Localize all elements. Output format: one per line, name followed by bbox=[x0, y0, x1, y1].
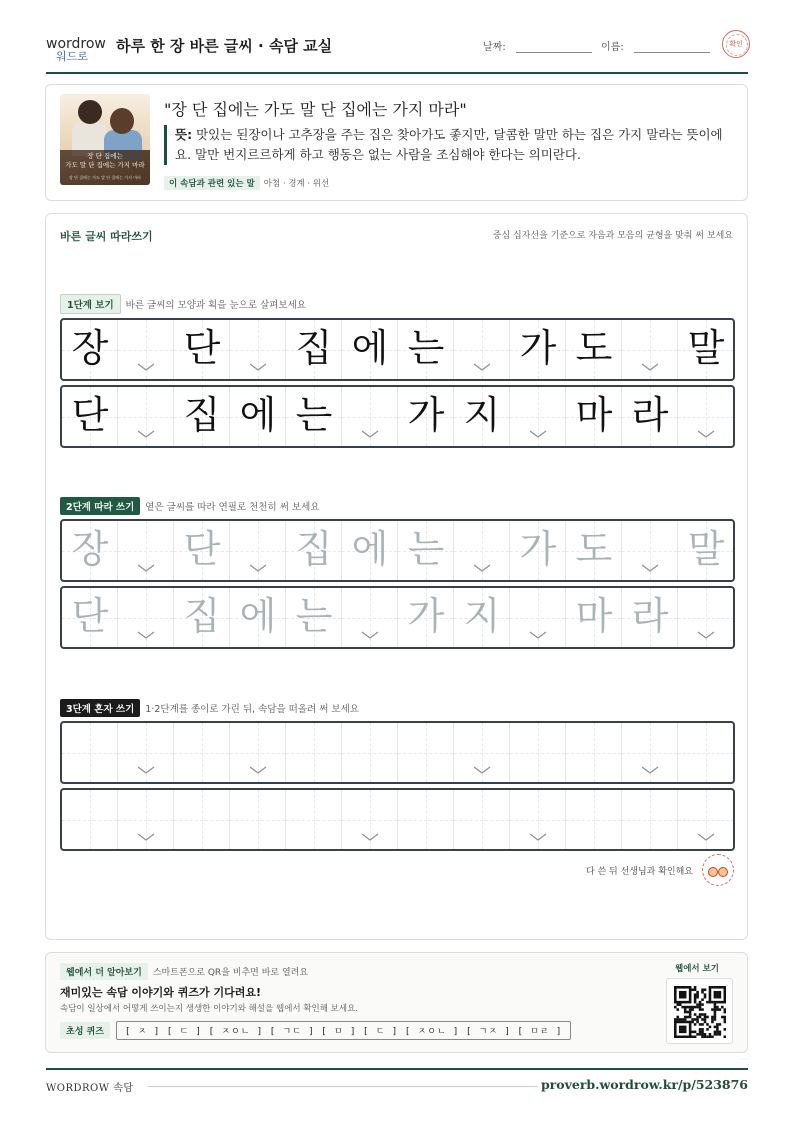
space-mark-icon bbox=[528, 429, 548, 439]
grid-cell[interactable] bbox=[118, 521, 174, 580]
step1-text: 바른 글씨의 모양과 획을 눈으로 살펴보세요 bbox=[125, 300, 306, 311]
grid-char: 에 bbox=[239, 594, 277, 638]
grid-cell[interactable] bbox=[174, 790, 230, 849]
step3-text: 1·2단계를 종이로 가린 뒤, 속담을 떠올려 써 보세요 bbox=[145, 704, 359, 715]
step1-heading bbox=[60, 294, 306, 314]
space-mark-icon bbox=[360, 832, 380, 842]
grid-cell[interactable] bbox=[230, 521, 286, 580]
grid-cell[interactable] bbox=[622, 723, 678, 782]
grid-cell bbox=[398, 387, 454, 446]
step3-row-2[interactable] bbox=[60, 788, 735, 851]
qr-code-icon[interactable] bbox=[666, 978, 733, 1044]
name-label: 이름: bbox=[601, 42, 624, 53]
grid-cell bbox=[118, 387, 174, 446]
name-line[interactable] bbox=[634, 43, 710, 53]
grid-cell[interactable] bbox=[230, 588, 286, 647]
grid-char: 가 bbox=[519, 326, 557, 370]
grid-char: 라 bbox=[631, 594, 669, 638]
grid-cell bbox=[622, 387, 678, 446]
thumb-caption-2: 가도 말 단 집에는 가지 마라 bbox=[65, 161, 145, 169]
step3-row-1[interactable] bbox=[60, 721, 735, 784]
grid-char: 집 bbox=[183, 594, 221, 638]
footer-divider bbox=[148, 1086, 538, 1087]
grid-cell[interactable] bbox=[174, 588, 230, 647]
grid-cell[interactable] bbox=[286, 723, 342, 782]
web-more-tag: 웹에서 더 알아보기 bbox=[60, 963, 148, 980]
step3-badge: 3단계 혼자 쓰기 bbox=[60, 699, 140, 717]
grid-cell[interactable] bbox=[622, 588, 678, 647]
grid-cell[interactable] bbox=[230, 723, 286, 782]
web-more-tag-text: 스마트폰으로 QR을 비추면 바로 열려요 bbox=[152, 968, 309, 978]
grid-char: 집 bbox=[295, 326, 333, 370]
meaning-text: 맛있는 된장이나 고추장을 주는 집은 찾아가도 좋지만, 달콤한 말만 하는 집은 가지 말라는 뜻이에요. 말만 번지르르하게 하고 행동은 없는 사람을 조심해야 한다는 의미란다. bbox=[175, 127, 723, 162]
logo-wordmark: wordrow bbox=[46, 36, 106, 52]
grid-char: 에 bbox=[351, 326, 389, 370]
space-mark-icon bbox=[360, 429, 380, 439]
grid-cell bbox=[454, 387, 510, 446]
grid-cell[interactable] bbox=[622, 521, 678, 580]
practice-hint: 중심 십자선을 기준으로 자음과 모음의 균형을 맞춰 써 보세요 bbox=[492, 231, 733, 241]
grid-cell[interactable] bbox=[566, 588, 622, 647]
web-more-headline: 재미있는 속담 이야기와 퀴즈가 기다려요! bbox=[60, 986, 261, 999]
wordrow-logo[interactable] bbox=[46, 36, 108, 70]
grid-cell[interactable] bbox=[286, 521, 342, 580]
grid-cell bbox=[566, 387, 622, 446]
grid-cell bbox=[230, 387, 286, 446]
grid-char: 는 bbox=[295, 594, 333, 638]
teacher-stamp-icon bbox=[702, 854, 734, 886]
grid-cell[interactable] bbox=[286, 790, 342, 849]
web-more-desc: 속담이 일상에서 어떻게 쓰이는지 생생한 이야기와 해설을 웹에서 확인해 보세요. bbox=[60, 1004, 358, 1014]
footer bbox=[46, 1068, 748, 1098]
grid-cell[interactable] bbox=[62, 790, 118, 849]
grid-cell bbox=[118, 320, 174, 379]
step2-row-1[interactable] bbox=[60, 519, 735, 582]
footer-brand: WORDROW 속담 bbox=[46, 1083, 134, 1094]
thumb-caption-1: 장 단 집에는 bbox=[87, 152, 123, 160]
grid-cell[interactable] bbox=[678, 723, 734, 782]
space-mark-icon bbox=[136, 429, 156, 439]
grid-cell bbox=[566, 320, 622, 379]
grid-cell[interactable] bbox=[454, 588, 510, 647]
grid-cell[interactable] bbox=[398, 790, 454, 849]
header bbox=[46, 28, 748, 74]
step2-row-2[interactable] bbox=[60, 586, 735, 649]
grid-char: 지 bbox=[463, 594, 501, 638]
grid-cell bbox=[342, 387, 398, 446]
grid-cell[interactable] bbox=[510, 588, 566, 647]
space-mark-icon bbox=[472, 765, 492, 775]
space-mark-icon bbox=[136, 630, 156, 640]
space-mark-icon bbox=[248, 563, 268, 573]
grid-cell[interactable] bbox=[118, 790, 174, 849]
grid-cell bbox=[622, 320, 678, 379]
grid-cell[interactable] bbox=[118, 723, 174, 782]
grid-char: 도 bbox=[575, 326, 613, 370]
grid-cell[interactable] bbox=[342, 723, 398, 782]
grid-cell[interactable] bbox=[454, 521, 510, 580]
grid-cell[interactable] bbox=[510, 790, 566, 849]
quiz-label: 초성 퀴즈 bbox=[60, 1022, 110, 1039]
grid-cell[interactable] bbox=[398, 588, 454, 647]
grid-char: 단 bbox=[71, 594, 109, 638]
space-mark-icon bbox=[360, 630, 380, 640]
grid-cell[interactable] bbox=[174, 521, 230, 580]
grid-cell[interactable] bbox=[454, 723, 510, 782]
grid-cell[interactable] bbox=[286, 588, 342, 647]
grid-cell[interactable] bbox=[398, 521, 454, 580]
page-title: 하루 한 장 바른 글씨 · 속담 교실 bbox=[116, 37, 333, 55]
practice-panel bbox=[45, 213, 748, 940]
proverb-card bbox=[45, 84, 748, 201]
grid-cell[interactable] bbox=[566, 723, 622, 782]
thumb-caption-3: 장 단 집에는 가도 말 단 집에는 가지 마라 bbox=[69, 175, 141, 180]
grid-cell[interactable] bbox=[678, 790, 734, 849]
grid-cell bbox=[286, 387, 342, 446]
related-label: 이 속담과 관련 있는 말 bbox=[164, 176, 260, 190]
web-more-heading bbox=[60, 963, 308, 980]
grid-char: 단 bbox=[71, 393, 109, 437]
grid-char: 에 bbox=[351, 527, 389, 571]
web-more-card bbox=[45, 952, 748, 1053]
grid-cell bbox=[174, 320, 230, 379]
space-mark-icon bbox=[136, 362, 156, 372]
grid-char: 집 bbox=[183, 393, 221, 437]
grid-cell bbox=[510, 387, 566, 446]
grid-char: 단 bbox=[183, 527, 221, 571]
teacher-check-text: 다 쓴 뒤 선생님과 확인해요 bbox=[585, 867, 693, 877]
date-label: 날짜: bbox=[483, 42, 506, 53]
space-mark-icon bbox=[640, 765, 660, 775]
grid-cell[interactable] bbox=[62, 521, 118, 580]
grid-char: 는 bbox=[407, 527, 445, 571]
grid-cell[interactable] bbox=[622, 790, 678, 849]
space-mark-icon bbox=[136, 563, 156, 573]
grid-char: 는 bbox=[407, 326, 445, 370]
step1-row-1 bbox=[60, 318, 735, 381]
grid-char: 는 bbox=[295, 393, 333, 437]
grid-cell bbox=[62, 320, 118, 379]
grid-cell bbox=[510, 320, 566, 379]
step1-badge: 1단계 보기 bbox=[60, 294, 121, 314]
grid-char: 말 bbox=[687, 527, 725, 571]
space-mark-icon bbox=[696, 630, 716, 640]
grid-char: 가 bbox=[519, 527, 557, 571]
grid-cell[interactable] bbox=[398, 723, 454, 782]
grid-cell[interactable] bbox=[230, 790, 286, 849]
proverb-title: "장 단 집에는 가도 말 단 집에는 가지 마라" bbox=[164, 100, 467, 119]
space-mark-icon bbox=[640, 563, 660, 573]
grid-char: 도 bbox=[575, 527, 613, 571]
qr-label: 웹에서 보기 bbox=[674, 964, 719, 974]
grid-char: 마 bbox=[575, 393, 613, 437]
grid-char: 지 bbox=[463, 393, 501, 437]
grid-cell[interactable] bbox=[454, 790, 510, 849]
grid-char: 마 bbox=[575, 594, 613, 638]
space-mark-icon bbox=[696, 429, 716, 439]
related-list: 아첨 · 경계 · 위선 bbox=[263, 179, 330, 189]
grid-char: 에 bbox=[239, 393, 277, 437]
grid-cell[interactable] bbox=[62, 723, 118, 782]
grid-cell bbox=[342, 320, 398, 379]
step2-text: 옅은 글씨를 따라 연필로 천천히 써 보세요 bbox=[145, 502, 320, 513]
step3-heading bbox=[60, 699, 359, 717]
space-mark-icon bbox=[248, 362, 268, 372]
grid-char: 집 bbox=[295, 527, 333, 571]
grid-cell bbox=[398, 320, 454, 379]
date-line[interactable] bbox=[516, 43, 592, 53]
grid-cell bbox=[286, 320, 342, 379]
grid-cell bbox=[174, 387, 230, 446]
step1-row-2 bbox=[60, 385, 735, 448]
grid-char: 라 bbox=[631, 393, 669, 437]
grid-cell bbox=[230, 320, 286, 379]
grid-cell[interactable] bbox=[678, 588, 734, 647]
grid-char: 가 bbox=[407, 393, 445, 437]
grid-cell[interactable] bbox=[118, 588, 174, 647]
proverb-illustration bbox=[60, 94, 150, 185]
related-words bbox=[164, 176, 329, 190]
practice-title: 바른 글씨 따라쓰기 bbox=[60, 230, 153, 243]
proverb-meaning bbox=[164, 125, 724, 165]
logo-subtext: 워드로 bbox=[56, 50, 88, 63]
grid-cell[interactable] bbox=[510, 521, 566, 580]
step2-heading bbox=[60, 497, 319, 515]
grid-cell[interactable] bbox=[174, 723, 230, 782]
initial-quiz bbox=[60, 1021, 571, 1040]
meaning-label: 뜻: bbox=[175, 127, 193, 142]
grid-char: 단 bbox=[183, 326, 221, 370]
grid-cell[interactable] bbox=[342, 588, 398, 647]
name-field[interactable] bbox=[601, 38, 710, 53]
space-mark-icon bbox=[136, 832, 156, 842]
confirm-seal-icon bbox=[722, 30, 750, 58]
grid-char: 가 bbox=[407, 594, 445, 638]
space-mark-icon bbox=[640, 362, 660, 372]
grid-cell[interactable] bbox=[342, 521, 398, 580]
grid-cell[interactable] bbox=[678, 521, 734, 580]
quiz-box: [ ㅈ ] [ ㄷ ] [ ㅈㅇㄴ ] [ ㄱㄷ ] [ ㅁ ] [ ㄷ ] [ ㅈㅇㄴ ] [ ㄱㅈ ] [ ㅁㄹ ] bbox=[116, 1021, 572, 1040]
grid-cell bbox=[62, 387, 118, 446]
space-mark-icon bbox=[528, 630, 548, 640]
space-mark-icon bbox=[472, 563, 492, 573]
grid-cell[interactable] bbox=[566, 790, 622, 849]
grid-cell bbox=[678, 320, 734, 379]
grid-char: 장 bbox=[71, 527, 109, 571]
step2-badge: 2단계 따라 쓰기 bbox=[60, 497, 140, 515]
grid-cell bbox=[678, 387, 734, 446]
date-field[interactable] bbox=[483, 38, 592, 53]
grid-char: 장 bbox=[71, 326, 109, 370]
grid-cell[interactable] bbox=[510, 723, 566, 782]
footer-url-link[interactable]: proverb.wordrow.kr/p/523876 bbox=[540, 1077, 748, 1092]
seal-text: 확인 bbox=[729, 40, 743, 48]
grid-cell[interactable] bbox=[566, 521, 622, 580]
space-mark-icon bbox=[528, 832, 548, 842]
grid-cell[interactable] bbox=[62, 588, 118, 647]
grid-char: 말 bbox=[687, 326, 725, 370]
space-mark-icon bbox=[136, 765, 156, 775]
space-mark-icon bbox=[472, 362, 492, 372]
space-mark-icon bbox=[696, 832, 716, 842]
space-mark-icon bbox=[248, 765, 268, 775]
grid-cell bbox=[454, 320, 510, 379]
grid-cell[interactable] bbox=[342, 790, 398, 849]
